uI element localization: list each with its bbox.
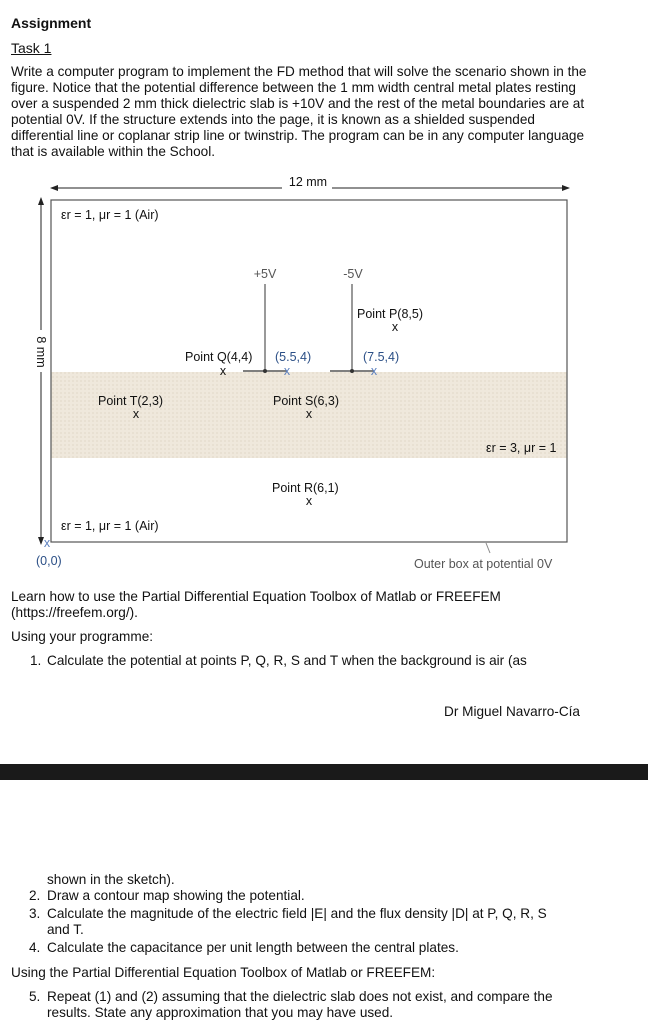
plus5-label: +5V [253, 267, 277, 281]
point-t-label: Point T(2,3) [98, 394, 164, 408]
item-1-text: Calculate the potential at points P, Q, R, S and T when the background is air (as [47, 653, 527, 668]
origin-marker: x [43, 536, 51, 550]
point-p-label: Point P(8,5) [357, 307, 424, 321]
width-label: 12 mm [288, 175, 328, 189]
learn-text: Learn how to use the Partial Differential Equation Toolbox of Matlab or FREEFEM (https://freefem.org/). [11, 589, 501, 620]
intro-paragraph: Write a computer program to implement the FD method that will solve the scenario shown in the figure. Notice that the potential difference between the 1 mm width central metal plates resting over a suspended 2 mm thick dielectric slab is +10V and the rest of the metal boundaries are at potential 0V. If the structure extends into the page, it is known as a shielded suspended differential line or coplanar strip line or twinstrip. The program can be in any computer language that is available within the School. [11, 64, 587, 159]
using-programme-text: Using your programme: [11, 629, 154, 644]
point-r-label: Point R(6,1) [272, 481, 339, 495]
item-3-text: Calculate the magnitude of the electric field |E| and the flux density |D| at P, Q, R, S and T. [47, 906, 547, 937]
continued-text: shown in the sketch). [47, 872, 175, 887]
author: Dr Miguel Navarro-Cía [444, 704, 580, 719]
point-s-label: Point S(6,3) [273, 394, 340, 408]
point-q-label: Point Q(4,4) [185, 350, 253, 364]
item-2-text: Draw a contour map showing the potential. [47, 888, 305, 903]
point-r-marker: x [305, 494, 313, 508]
coord-b-marker: x [370, 364, 378, 378]
slab-label: εr = 3, μr = 1 [486, 441, 557, 455]
item-4-text: Calculate the capacitance per unit length between the central plates. [47, 940, 459, 955]
item-5-text: Repeat (1) and (2) assuming that the dielectric slab does not exist, and compare the results. State any approximation that you may have used. [47, 989, 553, 1020]
outer-box-pointer [486, 543, 490, 553]
minus5-label: -5V [343, 267, 363, 281]
outer-box-label: Outer box at potential 0V [414, 557, 553, 571]
coord-a-label: (5.5,4) [275, 350, 312, 364]
task-heading: Task 1 [11, 40, 52, 56]
coord-a-marker: x [283, 364, 291, 378]
coord-b-label: (7.5,4) [363, 350, 400, 364]
using-toolbox-text: Using the Partial Differential Equation Toolbox of Matlab or FREEFEM: [11, 965, 436, 980]
item-4-number: 4. [29, 940, 41, 955]
page-divider [0, 764, 648, 780]
assignment-title: Assignment [11, 15, 92, 31]
plate-minus-node [350, 369, 354, 373]
point-q-marker: x [219, 364, 227, 378]
point-s-marker: x [305, 407, 313, 421]
origin-label: (0,0) [36, 554, 62, 568]
item-1-number: 1. [30, 653, 42, 668]
point-p-marker: x [391, 320, 399, 334]
height-label: 8 mm [34, 336, 48, 368]
structure-figure [0, 168, 648, 578]
item-3-number: 3. [29, 906, 41, 921]
item-2-number: 2. [29, 888, 41, 903]
air-top-label: εr = 1, μr = 1 (Air) [61, 208, 159, 222]
plate-plus-node [263, 369, 267, 373]
point-t-marker: x [132, 407, 140, 421]
item-5-number: 5. [29, 989, 41, 1004]
air-bottom-label: εr = 1, μr = 1 (Air) [61, 519, 159, 533]
